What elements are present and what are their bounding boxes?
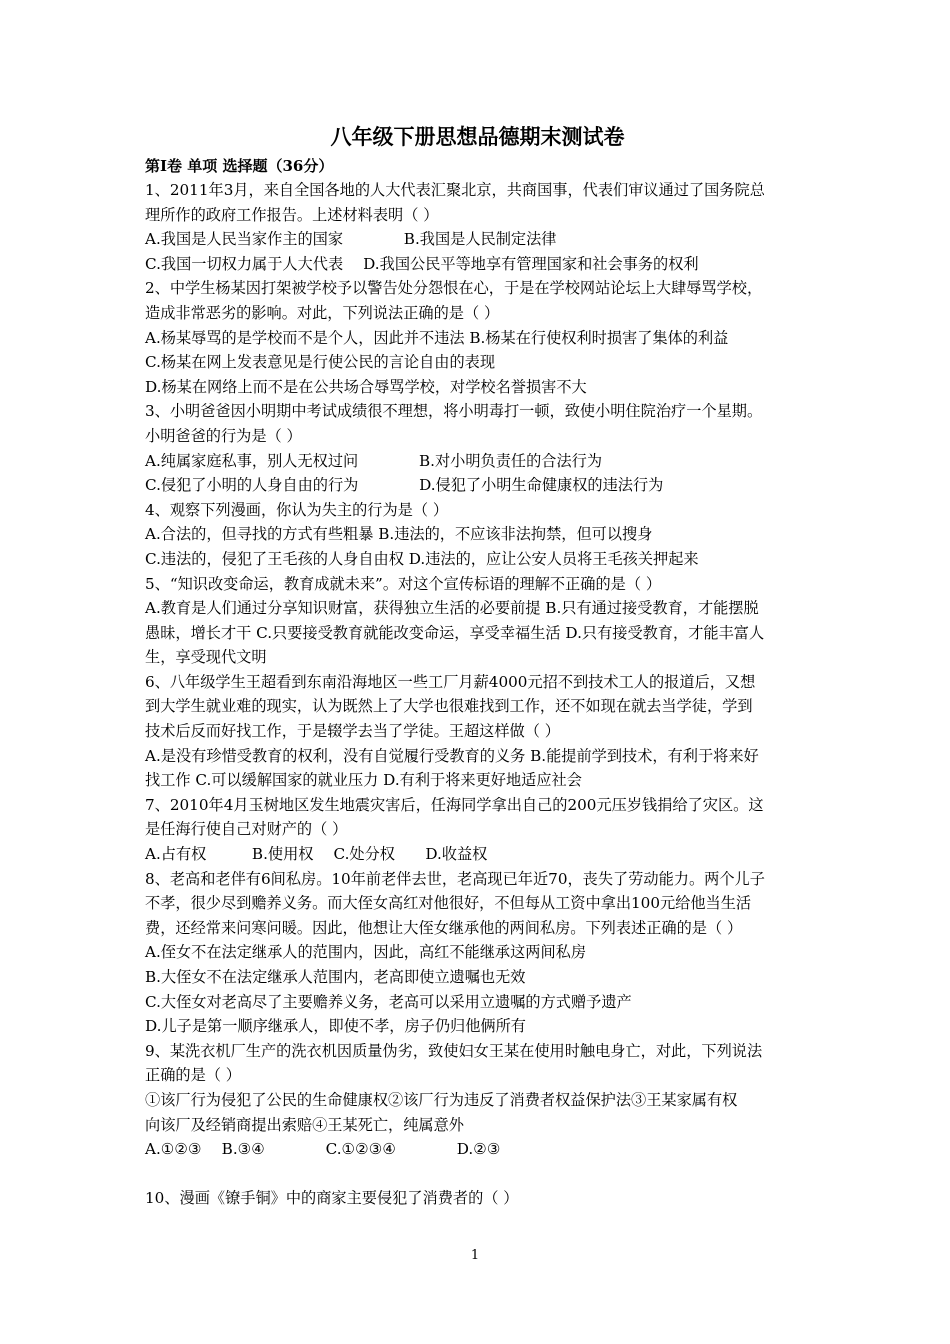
document-title: 八年级下册思想品德期末测试卷: [330, 124, 625, 149]
text-line: 正确的是（ ）: [145, 1066, 241, 1085]
text-line: 9、某洗衣机厂生产的洗衣机因质量伪劣，致使妇女王某在使用时触电身亡，对此，下列说法: [145, 1041, 763, 1060]
text-line: A.侄女不在法定继承人的范围内，因此，高红不能继承这两间私房: [145, 943, 587, 962]
text-line: A.①②③ B.③④ C.①②③④ D.②③: [145, 1140, 501, 1159]
text-line: 不孝，很少尽到赡养义务。而大侄女高红对他很好，不但每从工资中拿出100元给他当生活: [145, 894, 752, 913]
text-line: 生，享受现代文明: [145, 648, 267, 667]
text-line: A.杨某辱骂的是学校而不是个人，因此并不违法 B.杨某在行使权利时损害了集体的利益: [145, 328, 729, 347]
text-line: 到大学生就业难的现实，认为既然上了大学也很难找到工作，还不如现在就去当学徒，学到: [145, 697, 753, 716]
section-heading: 第Ⅰ卷 单项 选择题（36分）: [145, 157, 334, 175]
text-line: 技术后反而好找工作，于是辍学去当了学徒。王超这样做（ ）: [145, 722, 560, 741]
document-page: [145, 120, 810, 1211]
text-line: C.侵犯了小明的人身自由的行为 D.侵犯了小明生命健康权的违法行为: [145, 476, 664, 495]
text-line: C.大侄女对老高尽了主要赡养义务，老高可以采用立遗嘱的方式赠予遗产: [145, 992, 632, 1011]
text-line: 4、观察下列漫画，你认为失主的行为是（ ）: [145, 500, 449, 519]
text-line: 7、2010年4月玉树地区发生地震灾害后，任海同学拿出自己的200元压岁钱捐给了灾区。这: [145, 795, 764, 814]
text-line: C.我国一切权力属于人大代表 D.我国公民平等地享有管理国家和社会事务的权利: [145, 254, 699, 273]
text-line: [145, 1162, 810, 1187]
text-line: D.儿子是第一顺序继承人，即使不孝，房子仍归他俩所有: [145, 1017, 526, 1036]
page-number: 1: [470, 1248, 480, 1263]
text-line: 愚昧，增长才干 C.只要接受教育就能改变命运，享受幸福生活 D.只有接受教育，才能丰富人: [145, 623, 765, 642]
text-line: B.大侄女不在法定继承人范围内，老高即使立遗嘱也无效: [145, 968, 526, 986]
text-line: C.违法的，侵犯了王毛孩的人身自由权 D.违法的，应让公安人员将王毛孩关押起来: [145, 549, 699, 568]
text-line: 小明爸爸的行为是（ ）: [145, 426, 302, 445]
text-line: 2、中学生杨某因打架被学校予以警告处分怨恨在心，于是在学校网站论坛上大肆辱骂学校，: [145, 279, 763, 298]
text-line: 向该厂及经销商提出索赔④王某死亡，纯属意外: [145, 1115, 464, 1134]
text-line: A.教育是人们通过分享知识财富，获得独立生活的必要前提 B.只有通过接受教育，才能摆脱: [145, 599, 759, 618]
text-line: 5、“知识改变命运，教育成就未来”。对这个宣传标语的理解不正确的是（ ）: [145, 574, 662, 593]
text-line: 1、2011年3月，来自全国各地的人大代表汇聚北京，共商国事，代表们审议通过了国务院总: [145, 181, 765, 199]
text-line: 8、老高和老伴有6间私房。10年前老伴去世，老高现已年近70，丧失了劳动能力。两个儿子: [145, 869, 765, 888]
text-line: 6、八年级学生王超看到东南沿海地区一些工厂月薪4000元招不到技术工人的报道后，又想: [145, 672, 756, 691]
text-line: A.合法的，但寻找的方式有些粗暴 B.违法的，不应该非法拘禁，但可以搜身: [145, 525, 653, 544]
text-line: 10、漫画《镣手铜》中的商家主要侵犯了消费者的（ ）: [145, 1189, 519, 1208]
text-line: A.纯属家庭私事，别人无权过问 B.对小明负责任的合法行为: [145, 451, 603, 470]
text-line: 3、小明爸爸因小明期中考试成绩很不理想，将小明毒打一顿，致使小明住院治疗一个星期。: [145, 402, 763, 421]
text-line: A.占有权 B.使用权 C.处分权 D.收益权: [145, 845, 488, 864]
document-body: [145, 178, 810, 1211]
text-line: 理所作的政府工作报告。上述材料表明（ ）: [145, 205, 439, 224]
text-line: ①该厂行为侵犯了公民的生命健康权②该厂行为违反了消费者权益保护法③王某家属有权: [145, 1090, 738, 1109]
text-line: 造成非常恶劣的影响。对此，下列说法正确的是（ ）: [145, 303, 500, 322]
text-line: D.杨某在网络上而不是在公共场合辱骂学校，对学校名誉损害不大: [145, 377, 587, 396]
text-line: A.我国是人民当家作主的国家 B.我国是人民制定法律: [145, 230, 557, 249]
text-line: 费，还经常来问寒问暖。因此，他想让大侄女继承他的两间私房。下列表述正确的是（ ）: [145, 918, 743, 937]
text-line: 是任海行使自己对财产的（ ）: [145, 820, 348, 839]
text-line: 找工作 C.可以缓解国家的就业压力 D.有利于将来更好地适应社会: [145, 771, 582, 790]
text-line: C.杨某在网上发表意见是行使公民的言论自由的表现: [145, 353, 496, 372]
text-line: A.是没有珍惜受教育的权利，没有自觉履行受教育的义务 B.能提前学到技术，有利于将来好: [145, 746, 759, 765]
